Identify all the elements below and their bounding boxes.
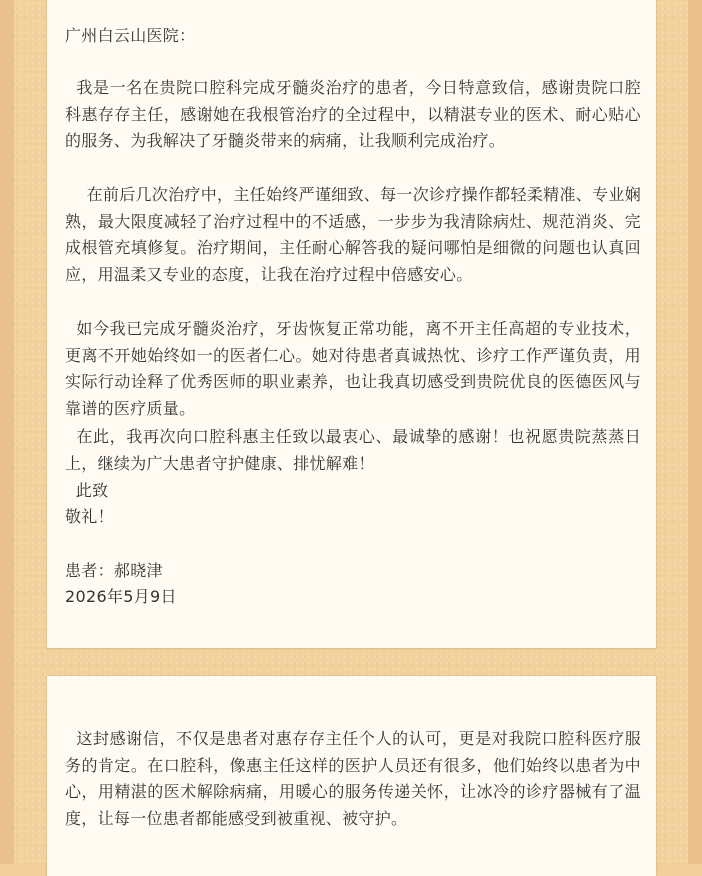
letter-paragraph-4: 在此，我再次向口腔科惠主任致以最衷心、最诚挚的感谢！也祝愿贵院蒸蒸日上，继续为广大患者守护健康、排忧解难！: [65, 427, 641, 473]
letter-closing-line-2: 敬礼！: [65, 507, 114, 526]
letter-signature: 患者：郝晓津: [65, 561, 163, 580]
commentary-paragraph: 这封感谢信，不仅是患者对惠存存主任个人的认可，更是对我院口腔科医疗服务的肯定。在口腔科，像惠主任这样的医护人员还有很多，他们始终以患者为中心，用精湛的医术解除病痛，用暖心的服务传递关怀，让冰冷的诊疗器械有了温度，让每一位患者都能感受到被重视、被守护。: [65, 729, 641, 828]
left-border: [0, 0, 14, 864]
letter-date: 2026年5月9日: [65, 587, 177, 606]
letter-salutation: 广州白云山医院：: [65, 26, 196, 45]
letter-paragraph-3: 如今我已完成牙髓炎治疗，牙齿恢复正常功能，离不开主任高超的专业技术，更离不开她始终如一的医者仁心。她对待患者真诚热忱、诊疗工作严谨负责，用实际行动诠释了优秀医师的职业素养，也让我真切感受到贵院优良的医德医风与靠谱的医疗质量。: [65, 319, 641, 418]
commentary-card: [47, 676, 656, 876]
right-border: [688, 0, 702, 864]
letter-paragraph-2: 在前后几次治疗中，主任始终严谨细致、每一次诊疗操作都轻柔精准、专业娴熟，最大限度减轻了治疗过程中的不适感，一步步为我清除病灶、规范消炎、完成根管充填修复。治疗期间，主任耐心解答我的疑问哪怕是细微的问题也认真回应，用温柔又专业的态度，让我在治疗过程中倍感安心。: [65, 185, 642, 284]
letter-paragraph-1: 我是一名在贵院口腔科完成牙髓炎治疗的患者，今日特意致信，感谢贵院口腔科惠存存主任，感谢她在我根管治疗的全过程中，以精湛专业的医术、耐心贴心的服务、为我解决了牙髓炎带来的病痛，让我顺利完成治疗。: [65, 78, 641, 150]
thank-you-letter-card: [47, 0, 656, 648]
letter-closing-line-1: 此致: [65, 481, 109, 500]
